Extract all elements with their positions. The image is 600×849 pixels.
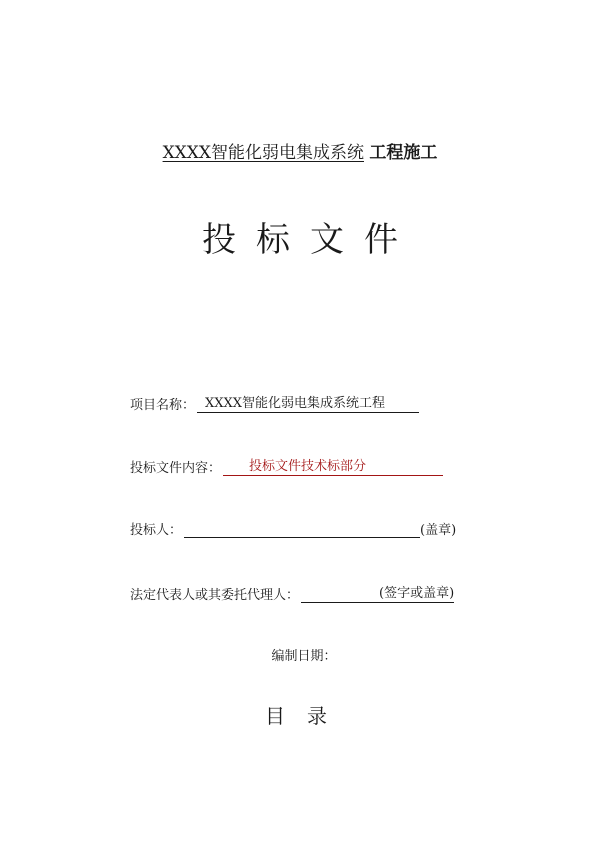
project-name-label: 项目名称： [130,398,196,413]
project-title [0,138,600,163]
project-name-field [130,392,419,413]
representative-label: 法定代表人或其委托代理人： [130,588,300,603]
toc-heading: 目录 [265,704,349,728]
bidder-blank-line [184,521,420,538]
bid-content-label: 投标文件内容： [130,461,222,476]
bidder-label: 投标人： [130,523,183,538]
project-title-suffix: 工程施工 [369,143,438,163]
representative-blank-line [301,586,371,603]
project-name-value: XXXX智能化弱电集成系统工程 [197,392,419,413]
document-title: 投标文件 [202,220,418,260]
bid-content-value: 投标文件技术标部分 [223,455,443,476]
bidder-seal-note: (盖章) [420,523,457,538]
project-title-name: XXXX智能化弱电集成系统 [162,143,364,163]
representative-field [130,582,454,603]
compile-date-label: 编制日期： [271,649,337,664]
bidder-field [130,519,456,538]
representative-sign-note: (签字或盖章) [371,582,454,603]
bid-content-field [130,455,443,476]
